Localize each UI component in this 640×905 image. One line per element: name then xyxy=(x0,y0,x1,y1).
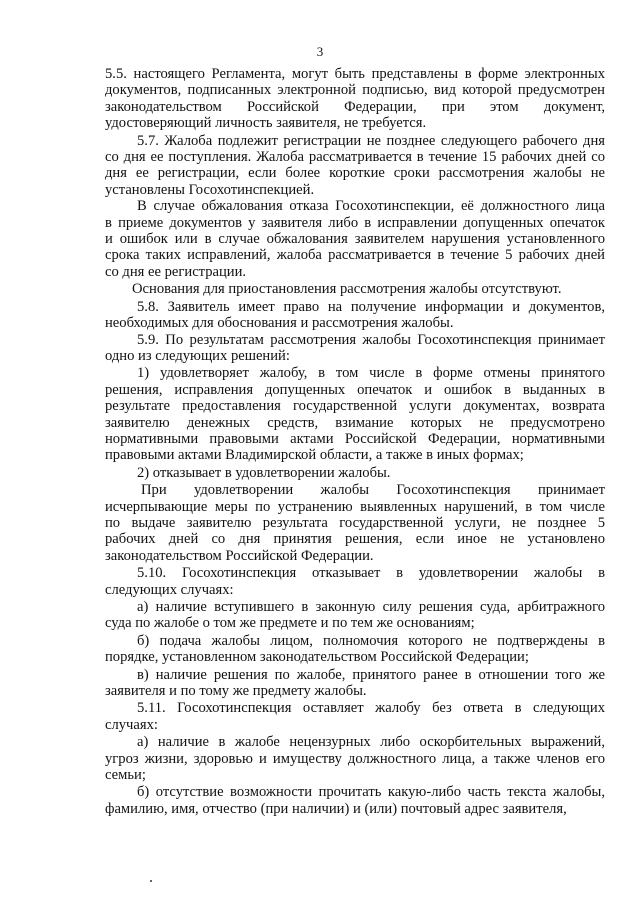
text-line: заявителю денежных средств, взимание которых не предусмотрено xyxy=(105,414,605,431)
text-line: суда по жалобе о том же предмете и по тем же основаниям; xyxy=(105,615,475,632)
paragraph-p-5-5-cont xyxy=(105,66,605,132)
paragraph-p-5-11-b xyxy=(105,784,605,817)
text-line: следующих случаях: xyxy=(105,581,234,598)
text-line: рабочих дней со дня принятия решения, если иное не установлено xyxy=(105,531,605,548)
text-line: решения, исправления допущенных опечаток и ошибок в выданных в xyxy=(105,381,605,398)
text-line: заявителя и по тому же предмету жалобы. xyxy=(105,683,367,700)
text-line: 5.11. Госохотинспекция оставляет жалобу без ответа в следующих xyxy=(137,700,605,717)
text-line: законодательством Российской Федерации, при этом документ, xyxy=(105,98,605,115)
text-line: 5.5. настоящего Регламента, могут быть представлены в форме электронных xyxy=(105,66,605,82)
scan-speck xyxy=(150,880,152,882)
text-line: семьи; xyxy=(105,767,146,784)
text-line: б) отсутствие возможности прочитать какую-либо часть текста жалобы, xyxy=(137,784,605,801)
paragraph-p-5-11 xyxy=(105,700,605,733)
text-line: 2) отказывает в удовлетворении жалобы. xyxy=(137,464,391,481)
text-line: и ошибок или в случае обжалования заявителем нарушения установленного xyxy=(105,231,605,248)
paragraph-p-5-8 xyxy=(105,299,605,332)
text-line: правовыми актами Владимирской области, а также в иных формах; xyxy=(105,447,524,464)
text-line: по выдаче заявителю результата государственной услуги, не позднее 5 xyxy=(105,514,605,531)
paragraph-p-5-9-2 xyxy=(105,465,605,481)
text-line: случаях: xyxy=(105,716,158,733)
text-line: в приеме документов у заявителя либо в исправлении допущенных опечаток xyxy=(105,214,605,231)
text-line: документов, подписанных электронной подписью, вид которой предусмотрен xyxy=(105,82,605,99)
paragraph-p-5-10-b xyxy=(105,633,605,666)
text-line: 5.10. Госохотинспекция отказывает в удовлетворении жалобы в xyxy=(137,565,605,582)
paragraph-p-5-10 xyxy=(105,565,605,598)
text-line: В случае обжалования отказа Госохотинспекции, её должностного лица xyxy=(137,198,605,215)
text-line: результате предоставления государственной услуги документах, возврата xyxy=(105,398,605,415)
text-line: 5.9. По результатам рассмотрения жалобы Госохотинспекция принимает xyxy=(137,331,605,348)
text-line: При удовлетворении жалобы Госохотинспекция принимает xyxy=(141,482,605,499)
text-line: 5.8. Заявитель имеет право на получение информации и документов, xyxy=(137,298,605,315)
text-line: со дня ее регистрации. xyxy=(105,263,247,280)
text-line: срока таких исправлений, жалоба рассматривается в течение 5 рабочих дней xyxy=(105,247,605,264)
text-line: а) наличие в жалобе нецензурных либо оскорбительных выражений, xyxy=(137,734,605,751)
text-line: 1) удовлетворяет жалобу, в том числе в форме отмены принятого xyxy=(137,365,605,382)
paragraph-p-5-11-a xyxy=(105,734,605,783)
text-line: необходимых для обоснования и рассмотрения жалобы. xyxy=(105,315,454,332)
text-line: в) наличие решения по жалобе, принятого ранее в отношении того же xyxy=(137,666,605,683)
text-line: законодательством Российской Федерации. xyxy=(105,547,374,564)
text-line: со дня ее поступления. Жалоба рассматривается в течение 15 рабочих дней со xyxy=(105,149,605,166)
paragraph-p-no-suspension xyxy=(105,281,605,297)
text-line: нормативными правовыми актами Российской Федерации, нормативными xyxy=(105,430,605,447)
text-line: фамилию, имя, отчество (при наличии) и (или) почтовый адрес заявителя, xyxy=(105,800,567,817)
document-body xyxy=(105,66,605,817)
text-line: одно из следующих решений: xyxy=(105,347,290,364)
text-line: удостоверяющий личность заявителя, не требуется. xyxy=(105,115,427,132)
text-line: исчерпывающие меры по устранению выявленных нарушений, в том числе xyxy=(105,498,605,515)
text-line: а) наличие вступившего в законную силу решения суда, арбитражного xyxy=(137,599,605,615)
text-line: порядке, установленном законодательством Российской Федерации; xyxy=(105,649,529,666)
page-number: 3 xyxy=(316,44,324,59)
text-line: Основания для приостановления рассмотрения жалобы отсутствуют. xyxy=(132,281,562,298)
paragraph-p-5-10-a xyxy=(105,599,605,632)
paragraph-p-appeal-refusal xyxy=(105,198,605,280)
paragraph-p-5-7 xyxy=(105,133,605,199)
paragraph-p-when-satisfied xyxy=(105,482,605,564)
text-line: б) подача жалобы лицом, полномочия которого не подтверждены в xyxy=(137,632,605,649)
text-line: дня ее регистрации, если более короткие сроки рассмотрения жалобы не xyxy=(105,165,605,182)
text-line: установлены Госохотинспекцией. xyxy=(105,181,315,198)
paragraph-p-5-9 xyxy=(105,332,605,365)
paragraph-p-5-9-1 xyxy=(105,365,605,463)
paragraph-p-5-10-v xyxy=(105,667,605,700)
text-line: 5.7. Жалоба подлежит регистрации не позднее следующего рабочего дня xyxy=(137,132,605,149)
text-line: угроз жизни, здоровью и имуществу должностного лица, а также членов его xyxy=(105,750,605,767)
